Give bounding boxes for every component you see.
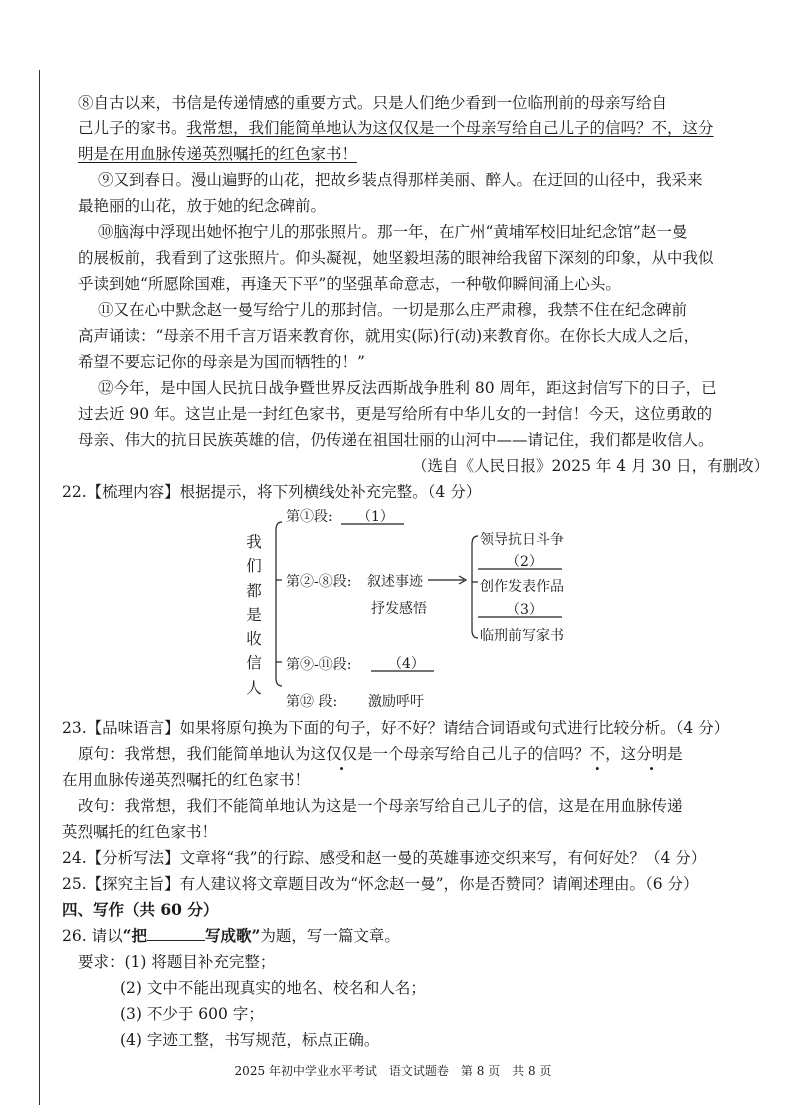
source-citation: （选自《人民日报》2025 年 4 月 30 日，有删改）	[412, 457, 770, 475]
requirements-line-1: 要求：(1) 将题目补充完整；	[78, 953, 276, 971]
question-22-title: 22.【梳理内容】根据提示，将下列横线处补充完整。（4 分）	[62, 483, 482, 501]
branch-write-letter: 临刑前写家书	[480, 628, 564, 644]
row4-label: 第⑫ 段:	[286, 694, 338, 710]
content-structure-diagram	[238, 502, 598, 714]
page-footer: 2025 年初中学业水平考试 语文试题卷 第 8 页 共 8 页	[234, 1064, 552, 1078]
para-11-line-2: 高声诵读：“母亲不用千言万语来教育你，就用实(际)行(动)来教育你。在你长大成人之后，	[78, 327, 700, 345]
binding-margin-line	[39, 70, 40, 1105]
original-sentence-line-2: 在用血脉传递英烈嘱托的红色家书！	[62, 771, 311, 789]
para-10-line-1: ⑩脑海中浮现出她怀抱宁儿的那张照片。那一年，在广州“黄埔军校旧址纪念馆”赵一曼	[98, 223, 688, 241]
para-8-line-2: 己儿子的家书。我常想，我们能简单地认为这仅仅是一个母亲写给自己儿子的信吗？不，这分	[78, 119, 714, 137]
blank-3-label: （3）	[506, 602, 543, 618]
para-9-line-2: 最艳丽的山花，放于她的纪念碑前。	[78, 197, 327, 215]
question-26: 26. 请以“把 写成歌”为题，写一篇文章。	[62, 926, 400, 945]
para-10-line-2: 的展板前，我看到了这张照片。仰头凝视，她坚毅坦荡的眼神给我留下深刻的印象，从中我似	[78, 249, 714, 267]
row1-label: 第①段:	[286, 509, 333, 525]
row4-text: 激励呼吁	[368, 694, 424, 710]
modified-sentence-line-1: 改句：我常想，我们不能简单地认为这是一个母亲写给自己儿子的信，这是在用血脉传递	[78, 797, 683, 815]
requirement-3: (3) 不少于 600 字；	[120, 1005, 264, 1023]
para-9-line-1: ⑨又到春日。漫山遍野的山花，把故乡装点得那样美丽、醉人。在迂回的山径中，我采来	[98, 171, 703, 189]
para-8-line-1: ⑧自古以来，书信是传递情感的重要方式。只是人们绝少看到一位临刑前的母亲写给自	[78, 94, 668, 112]
para-12-line-2: 过去近 90 年。这岂止是一封红色家书，更是写给所有中华儿女的一封信！今天，这位勇敢的	[78, 405, 713, 423]
emphasis-dots-word: 仅仅	[326, 745, 358, 763]
para-10-line-3: 乎读到她“所愿除国难，再逢天下平”的坚强革命意志，一种敬仰瞬间涌上心头。	[78, 275, 621, 293]
row3-label: 第⑨-⑪段:	[286, 657, 352, 673]
row2-express: 抒发感悟	[371, 601, 427, 617]
underlined-sentence: 我常想，我们能简单地认为这仅仅是一个母亲写给自己儿子的信吗？不，这分	[186, 119, 714, 137]
row2-narrate: 叙述事迹	[367, 574, 423, 590]
blank-1-label: （1）	[357, 509, 394, 525]
para-12-line-1: ⑫今年，是中国人民抗日战争暨世界反法西斯战争胜利 80 周年，距这封信写下的日子，已	[98, 379, 717, 397]
row2-label: 第②-⑧段:	[286, 574, 352, 590]
modified-sentence-line-2: 英烈嘱托的红色家书！	[62, 823, 218, 841]
para-12-line-3: 母亲、伟大的抗日民族英雄的信，仍传递在祖国壮丽的山河中——请记住，我们都是收信人。	[78, 431, 714, 449]
original-sentence-line-1: 原句：我常想，我们能简单地认为这仅仅是一个母亲写给自己儿子的信吗？不，这分明是	[78, 745, 683, 763]
question-24: 24.【分析写法】文章将“我”的行踪、感受和赵一曼的英雄事迹交织来写，有何好处？（4 分）	[62, 849, 707, 867]
question-23-title: 23.【品味语言】如果将原句换为下面的句子，好不好？请结合词语或句式进行比较分析。（4 分）	[62, 719, 730, 737]
title-blank	[147, 926, 205, 941]
blank-2-label: （2）	[506, 554, 543, 570]
branch-lead-resistance: 领导抗日斗争	[480, 532, 564, 548]
blank-4-label: （4）	[388, 656, 425, 672]
section-4-heading: 四、写作（共 60 分）	[62, 900, 219, 919]
branch-create-works: 创作发表作品	[480, 579, 564, 595]
para-11-line-3: 希望不要忘记你的母亲是为国而牺牲的！”	[78, 353, 365, 371]
para-11-line-1: ⑪又在心中默念赵一曼写给宁儿的那封信。一切是那么庄严肃穆，我禁不住在纪念碑前	[98, 301, 688, 319]
requirement-2: (2) 文中不能出现真实的地名、校名和人名；	[120, 979, 426, 997]
emphasis-dots-word: 不	[589, 745, 606, 763]
para-8-line-3: 明是在用血脉传递英烈嘱托的红色家书！	[78, 145, 358, 163]
question-25: 25.【探究主旨】有人建议将文章题目改为“怀念赵一曼”，你是否赞同？请阐述理由。（6 分）	[62, 875, 699, 893]
requirement-4: (4) 字迹工整，书写规范，标点正确。	[120, 1031, 380, 1049]
emphasis-dots-word: 分明	[636, 745, 668, 763]
center-theme-vertical: 我 们 都 是 收 信 人	[246, 533, 262, 697]
